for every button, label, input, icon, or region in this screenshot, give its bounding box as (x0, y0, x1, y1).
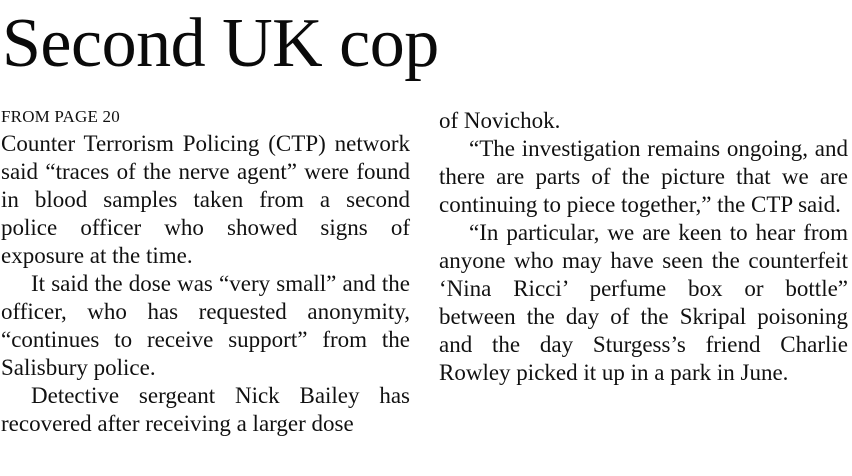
article-column-right (439, 107, 848, 387)
paragraph: “In particular, we are keen to hear from anyone who may have seen the counterfeit ‘Nina Ricci’ perfume box or bottle” between the day of the Skripal poisoning and the day Sturgess’s friend Charlie Rowley picked it up in a park in June. (439, 220, 848, 385)
article-column-left (1, 130, 410, 438)
paragraph: Detective sergeant Nick Bailey has recovered after receiving a larger dose (1, 383, 410, 436)
headline: Second UK cop (2, 5, 439, 82)
paragraph: “The investigation remains ongoing, and there are parts of the picture that we are continuing to piece together,” the CTP said. (439, 136, 848, 217)
jump-line: FROM PAGE 20 (1, 107, 120, 126)
paragraph: It said the dose was “very small” and the officer, who has requested anonymity, “continues to receive support” from the Salisbury police. (1, 271, 410, 380)
paragraph: of Novichok. (439, 108, 561, 133)
paragraph: Counter Terrorism Policing (CTP) network said “traces of the nerve agent” were found in blood samples taken from a second police officer who showed signs of exposure at the time. (1, 131, 410, 268)
